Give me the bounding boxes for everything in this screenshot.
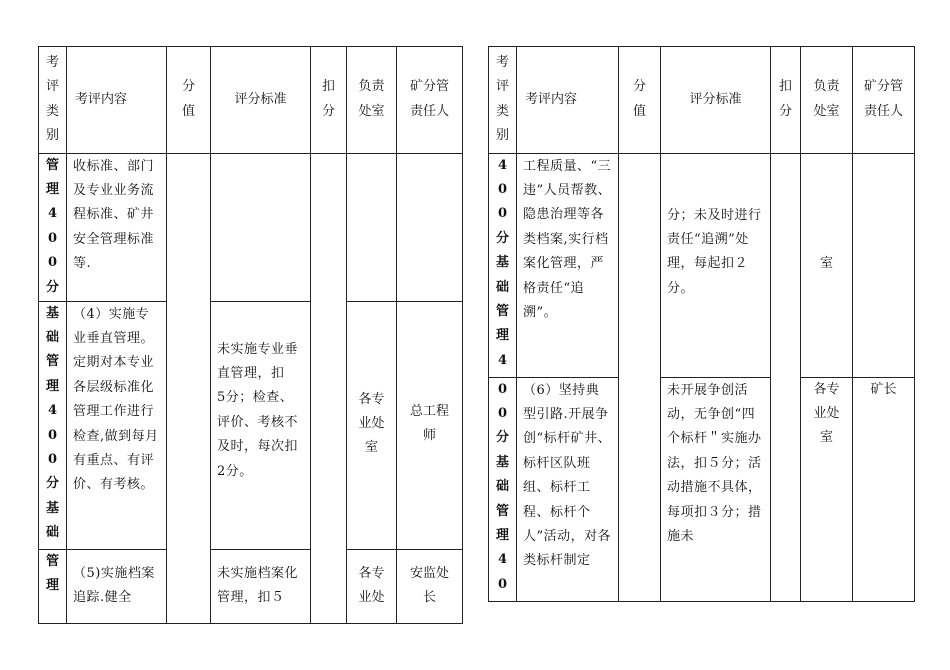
content-cell: 工程质量、“三违”人员帮教、隐患治理等各类档案,实行档案化管理，严格责任“追溯”。 xyxy=(517,153,619,377)
standard-cell: 未实施档案化管理，扣５ xyxy=(211,549,311,623)
header-score: 分 值 xyxy=(167,47,211,154)
dept-cell: 各专 业处 室 xyxy=(347,301,397,549)
leader-cell: 安监处 长 xyxy=(397,549,463,623)
header-standard: 评分标准 xyxy=(661,47,771,154)
table-row xyxy=(39,153,463,301)
header-row xyxy=(489,47,915,154)
content-cell: （5)实施档案追踪.健全 xyxy=(67,549,167,623)
table-row xyxy=(489,377,915,601)
header-leader: 矿分管 责任人 xyxy=(853,47,915,154)
left-assessment-table xyxy=(38,46,463,624)
dept-cell xyxy=(347,153,397,301)
table-row xyxy=(39,301,463,549)
header-category: 考 评 类 别 xyxy=(39,47,67,154)
header-row xyxy=(39,47,463,154)
standard-cell xyxy=(211,153,311,301)
category-cell: 4 0 0 分 基 础 管 理 4 xyxy=(489,153,517,377)
dept-cell: 各专 业处 室 xyxy=(801,377,853,601)
leader-cell xyxy=(397,153,463,301)
dept-cell: 各专 业处 xyxy=(347,549,397,623)
score-cell xyxy=(167,153,211,623)
header-leader: 矿分管 责任人 xyxy=(397,47,463,154)
content-cell: （4）实施专业垂直管理。定期对本专业各层级标准化管理工作进行检查,做到每月有重点、有评价、有考核。 xyxy=(67,301,167,549)
content-cell: 收标准、部门及专业业务流程标准、矿井安全管理标准等. xyxy=(67,153,167,301)
header-deduction: 扣 分 xyxy=(771,47,801,154)
standard-cell: 分；未及时进行责任“追溯”处理，每起扣２分。 xyxy=(661,153,771,377)
standard-cell: 未开展争创活动，无争创“四个标杆＂实施办法，扣５分；活动措施不具体，每项扣３分；措施未 xyxy=(661,377,771,601)
category-cell: 基 础 管 理 4 0 0 分 基 础 xyxy=(39,301,67,549)
table-row xyxy=(489,153,915,377)
header-dept: 负责 处室 xyxy=(347,47,397,154)
score-cell xyxy=(619,153,661,601)
header-content: 考评内容 xyxy=(67,47,167,154)
category-cell: 0 0 分 基 础 管 理 4 0 xyxy=(489,377,517,601)
header-dept: 负责 处室 xyxy=(801,47,853,154)
dept-cell: 室 xyxy=(801,153,853,377)
header-content: 考评内容 xyxy=(517,47,619,154)
header-category: 考 评 类 别 xyxy=(489,47,517,154)
table-row xyxy=(39,549,463,623)
leader-cell: 总工程 师 xyxy=(397,301,463,549)
right-assessment-table xyxy=(488,46,915,602)
deduction-cell xyxy=(311,153,347,623)
category-cell: 管 理 xyxy=(39,549,67,623)
category-cell: 管 理 4 0 0 分 xyxy=(39,153,67,301)
header-deduction: 扣 分 xyxy=(311,47,347,154)
leader-cell xyxy=(853,153,915,377)
deduction-cell xyxy=(771,153,801,601)
standard-cell: 未实施专业垂直管理，扣 5分；检查、评价、考核不及时，每次扣2分。 xyxy=(211,301,311,549)
header-score: 分 值 xyxy=(619,47,661,154)
leader-cell: 矿长 xyxy=(853,377,915,601)
header-standard: 评分标准 xyxy=(211,47,311,154)
content-cell: （6）坚持典型引路.开展争创“标杆矿井、标杆区队班组、标杆工程、标杆个人”活动，对各类标杆制定 xyxy=(517,377,619,601)
